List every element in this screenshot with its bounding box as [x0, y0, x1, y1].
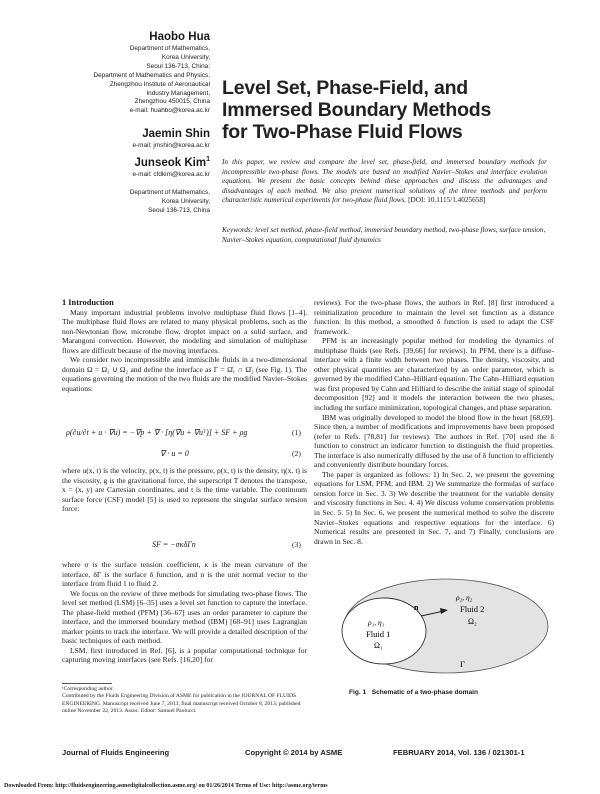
footnote-rule [62, 683, 112, 684]
fluid2-label: Fluid 2 [460, 604, 485, 614]
figure-caption: Fig. 1 Schematic of a two-phase domain [349, 689, 478, 696]
fluid1-props: ρ₁, η₁ [368, 618, 385, 627]
equation-1: ρ(∂u/∂t + u · ∇u) = −∇p + ∇ · [η(∇u + ∇uᵀ)] + SF + ρg [66, 428, 248, 437]
fluid2-props: ρ₂, η₂ [456, 593, 473, 602]
equation-3: SF = −σκδΓn [152, 540, 196, 549]
figure-1 [318, 574, 554, 678]
omega1-label: Ω₁ [374, 641, 383, 650]
author-column [70, 31, 210, 216]
author-block [70, 128, 210, 151]
author-affiliation: Department of Mathematics, Korea University, Seoul 136-713, China; Department of Mathematics and Physics, Zhengzhou Institute of Aeronautical Industry Management, Zhengzhou 450015, China e-mail: huahbo@korea.ac.kr [70, 45, 210, 116]
author-name: Haobo Hua [149, 31, 210, 43]
footer-journal: Journal of Fluids Engineering [62, 748, 170, 757]
author-block [70, 156, 210, 215]
keywords: Keywords: level set method, phase-field method, immersed boundary method, two-phase flows, surface tension, Navier–Stokes equation, computational fluid dynamics [222, 226, 546, 244]
author-email-link[interactable]: e-mail: cfdkim@korea.ac.kr [132, 170, 210, 178]
omega2-label: Ω₂ [468, 617, 477, 626]
paragraph: The paper is organized as follows: 1) In Sec. 2, we present the governing equations for LSM, PFM, and IBM. 2) We summarize the formulas of surface tension force in Sec. 3. 3) We describe the treatment for the variable density and viscosity functions in Sec. 4. 4) We discuss volume conservation problems in Sec. 5. 5) In Sec. 6, we present the numerical method to solve the discrete Navier–Stokes equations and respective equations for the interface. 6) Numerical results are presented in Sec. 7, and 7) Finally, conclusions are drawn in Sec. 8. [314, 469, 554, 546]
left-column-cont [62, 466, 307, 514]
paragraph: IBM was originally developed to model the blood flow in the heart [68,69]. Since then, a number of modifications and improvements have been proposed (refer to Refs. [78,81] for reviews). The authors in Ref. [70] used the δ function to construct an indicator function to distinguish the fluid properties. The interface is also numerically diffused by the use of δ function to efficiently and conveniently distribute boundary forces. [314, 412, 554, 470]
normal-vector-label: n [414, 603, 419, 612]
paragraph: where σ is the surface tension coefficient, κ is the mean curvature of the interface, δΓ is the surface δ function, and n is the unit normal vector to the interface from fluid 1 to fluid 2. [62, 560, 307, 589]
author-affiliation: e-mail: cfdkim@korea.ac.kr Department of Mathematics, Korea University, Seoul 136-713, China [70, 171, 210, 216]
author-affiliation [70, 142, 210, 151]
paragraph: reviews). For the two-phase flows, the authors in Ref. [8] first introduced a reinitialization procedure to maintain the level set function as a distance function. In this method, a smoothed δ function is used to adapt the CSF framework. [314, 298, 554, 336]
author-name: Junseok Kim$^1$ [134, 156, 210, 169]
left-column [62, 298, 307, 393]
section-heading: 1 Introduction [62, 298, 114, 307]
author-block [70, 31, 210, 116]
left-column-cont2 [62, 560, 307, 665]
doi[interactable]: [DOI: 10.1115/1.4025658] [408, 196, 486, 204]
paragraph: where u(x, t) is the velocity, p(x, t) is the pressure, ρ(x, t) is the density, η(x, t) is the viscosity, g is the gravitational force, the superscript T denotes the transpose, x = (x, y) are Cartesian coordinates, and t is the time variable. The continuum surface force (CSF) model [5] is used to represent the singular surface tension force: [62, 466, 307, 514]
footer-copyright: Copyright © 2014 by ASME [245, 748, 343, 757]
right-column [314, 298, 554, 546]
paragraph: We focus on the review of three methods for simulating two-phase flows. The level set method (LSM) [6–35] uses a level set function to capture the interface. The phase-field method (PFM) [36–67] uses an order parameter to capture the interface, and the immersed boundary method (IBM) [68–91] uses Lagrangian marker points to track the interface. We will provide a detailed description of the basic techniques of each method. [62, 588, 307, 646]
gamma-label: Γ [460, 659, 465, 669]
author-email-link[interactable]: e-mail: jmshin@korea.ac.kr [132, 142, 210, 150]
equation-2: ∇ · u = 0 [160, 449, 189, 458]
fluid1-label: Fluid 1 [366, 629, 391, 639]
paragraph: LSM, first introduced in Ref. [6], is a popular computational technique for capturing moving interfaces (see Refs. [16,20] for [62, 645, 307, 665]
paragraph: We consider two incompressible and immiscible fluids in a two-dimensional domain Ω = Ω₁ ∪ Ω₂ and define the interface as Γ = Ω̄₁ ∩ Ω̄₂ (see Fig. 1). The equations governing the motion of the two fluids are the modified Navier–Stokes equations: [62, 355, 308, 393]
paragraph: PFM is an increasingly popular method for modeling the dynamics of multiphase fluids (see Refs. [39,66] for reviews). In PFM, there is a diffuse-interface with a finite width between two phases. The density, viscosity, and other physical quantities are characterized by an order parameter, which is governed by the modified Cahn–Hilliard equation. The Cahn–Hilliard equation was first proposed by Cahn and Hilliard to describe the initial stage of spinodal decomposition [92] and it models the interaction between the two phases, including the surface minimization, topological changes, and phase separation. [314, 336, 554, 413]
download-notice[interactable]: Downloaded From: http://fluidsengineering.asmedigitalcollection.asme.org/ on 01/26/2014 Terms of Use: http://asme.org/terms [4, 783, 328, 789]
paper-title: Level Set, Phase-Field, and Immersed Boundary Methods for Two-Phase Fluid Flows [222, 77, 492, 143]
footer-issue: FEBRUARY 2014, Vol. 136 / 021301-1 [393, 748, 525, 757]
abstract: In this paper, we review and compare the level set, phase-field, and immersed boundary methods for incompressible two-phase flows. The models are based on modified Navier–Stokes and interface evolution equations. We present the basic concepts behind these approaches and discuss the advantages and disadvantages of each method. We also present numerical solutions of the three methods and perform characteristic numerical experiments for two-phase fluid flows. [DOI: 10.1115/1.4025658] [222, 158, 547, 204]
footnote: ¹Corresponding author. Contributed by the Fluids Engineering Division of ASME for publication in the JOURNAL OF FLUIDS ENGINEERING. Manuscript received June 7, 2013; final manuscript received October 8, 2013; published online November 22, 2013. Assoc. Editor: Samuel Paolucci. [62, 686, 301, 715]
equation-number: (2) [292, 449, 301, 458]
author-email-link[interactable]: e-mail: huahbo@korea.ac.kr [129, 107, 210, 115]
author-name: Jaemin Shin [142, 128, 210, 141]
equation-number: (1) [292, 428, 301, 437]
equation-number: (3) [292, 540, 301, 549]
paragraph: Many important industrial problems involve multiphase fluid flows [1–4]. The multiphase fluid flows are related to many physical problems, such as the non-Newtonian flow, microtube flow, droplet impact on a solid surface, and Marangoni convection. However, the modeling and simulation of multiphase flows are difficult because of the moving interfaces. [62, 307, 307, 355]
